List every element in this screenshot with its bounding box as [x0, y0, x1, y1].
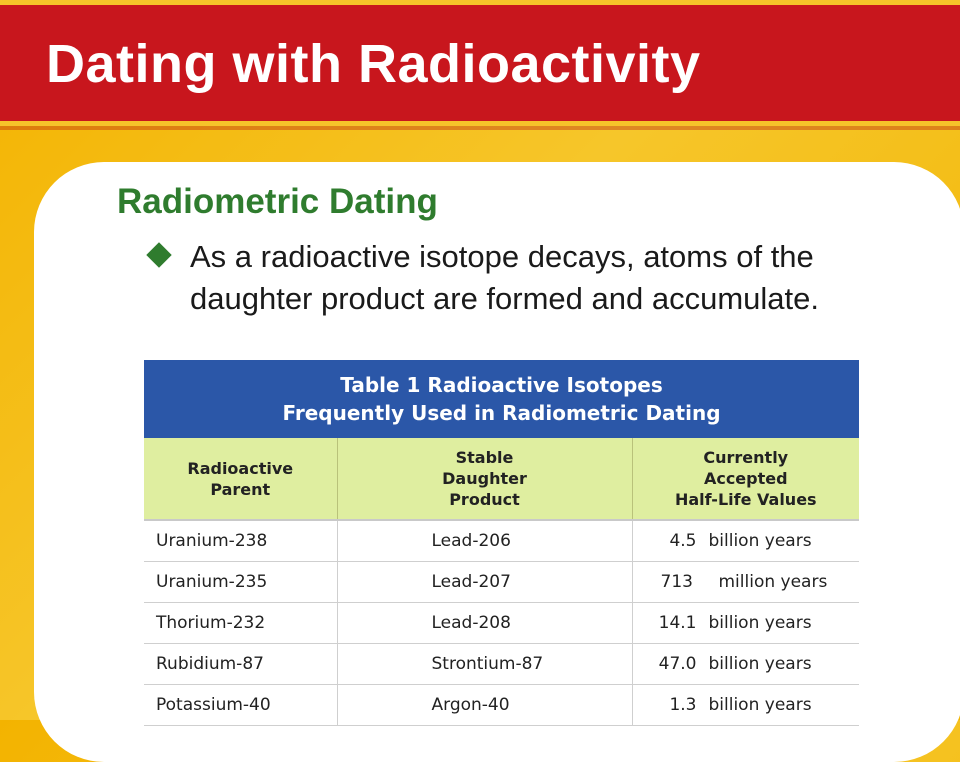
- header-parent-line-1: Radioactive: [187, 458, 294, 478]
- table-caption-row: [144, 360, 859, 438]
- half-life-unit: million years: [718, 572, 828, 592]
- half-life-value: 4.5: [669, 531, 697, 551]
- half-life-value: 1.3: [669, 695, 697, 715]
- header-daughter-line-1: Stable: [455, 448, 514, 467]
- table-row: [144, 520, 859, 562]
- half-life-unit: billion years: [708, 654, 812, 674]
- cell-parent: Rubidium-87: [144, 644, 337, 685]
- cell-half-life: [632, 644, 859, 685]
- cell-daughter: Lead-206: [337, 520, 632, 562]
- cell-daughter: Lead-207: [337, 562, 632, 603]
- cell-parent: Uranium-235: [144, 562, 337, 603]
- half-life-value: 713: [660, 572, 693, 592]
- table-row: [144, 644, 859, 685]
- cell-half-life: [632, 520, 859, 562]
- section-heading: Radiometric Dating: [117, 182, 438, 221]
- header-half-life-line-2: Accepted: [703, 469, 788, 488]
- header-half-life-line-3: Half-Life Values: [674, 490, 817, 509]
- cell-parent: Uranium-238: [144, 520, 337, 562]
- table-caption-line-2: Frequently Used in Radiometric Dating: [282, 401, 721, 425]
- header-daughter: [337, 438, 632, 520]
- half-life-unit: billion years: [708, 531, 812, 551]
- cell-half-life: [632, 685, 859, 726]
- cell-daughter: Argon-40: [337, 685, 632, 726]
- table-caption: [144, 360, 859, 438]
- cell-daughter: Lead-208: [337, 603, 632, 644]
- cell-half-life: [632, 562, 859, 603]
- table-row: [144, 603, 859, 644]
- table-row: [144, 685, 859, 726]
- table-caption-line-1: Table 1 Radioactive Isotopes: [340, 373, 663, 397]
- radioactive-isotopes-table: [144, 360, 859, 726]
- header-daughter-line-2: Daughter: [442, 469, 527, 488]
- header-parent-line-2: Parent: [210, 479, 271, 499]
- half-life-unit: billion years: [708, 695, 812, 715]
- table-row: [144, 562, 859, 603]
- table-header-row: [144, 438, 859, 520]
- bullet-text: As a radioactive isotope decays, atoms of the daughter product are formed and accumulate.: [190, 239, 819, 316]
- cell-half-life: [632, 603, 859, 644]
- cell-daughter: Strontium-87: [337, 644, 632, 685]
- half-life-unit: billion years: [708, 613, 812, 633]
- header-half-life-line-1: Currently: [703, 448, 789, 467]
- cell-parent: Potassium-40: [144, 685, 337, 726]
- half-life-value: 47.0: [658, 654, 697, 674]
- title-bar: [0, 0, 960, 126]
- header-half-life: [632, 438, 859, 520]
- cell-parent: Thorium-232: [144, 603, 337, 644]
- header-daughter-line-3: Product: [449, 490, 520, 509]
- slide-title: Dating with Radioactivity: [46, 34, 701, 94]
- half-life-value: 14.1: [658, 613, 697, 633]
- header-parent: [144, 438, 337, 520]
